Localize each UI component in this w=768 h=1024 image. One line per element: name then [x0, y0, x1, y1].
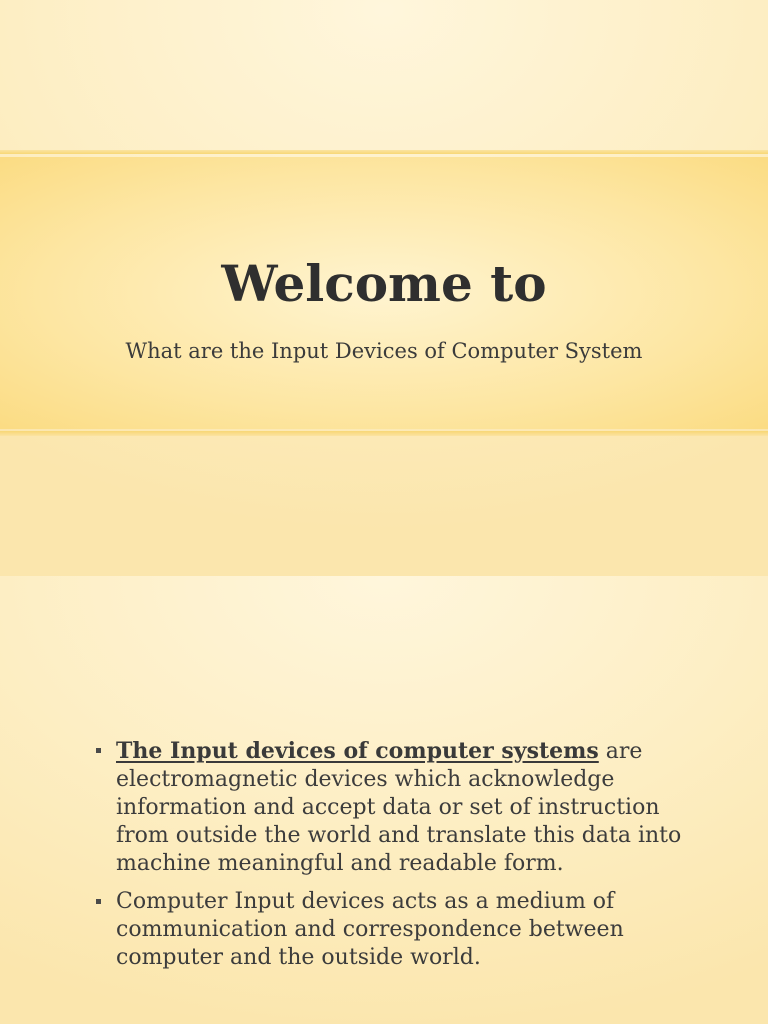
bullet-item-input-devices-definition [96, 737, 686, 878]
input-devices-link[interactable]: The Input devices of computer systems [116, 738, 599, 764]
slide-title: Welcome to [221, 254, 547, 313]
square-bullet-icon [96, 899, 101, 904]
band-top-divider [0, 150, 768, 154]
bullet-text: Computer Input devices acts as a medium of communication and correspondence between computer and the outside world. [116, 889, 624, 970]
content-slide [0, 576, 768, 1024]
slide-subtitle: What are the Input Devices of Computer System [125, 339, 643, 363]
bullet-item-medium-of-communication [96, 888, 686, 972]
band-bottom-divider [0, 431, 768, 436]
bullet-list [96, 737, 686, 982]
square-bullet-icon [96, 748, 101, 753]
bullet-text: are electromagnetic devices which acknowledge information and accept data or set of instruction from outside the world and translate this data into machine meaningful and readable form. [116, 739, 682, 876]
